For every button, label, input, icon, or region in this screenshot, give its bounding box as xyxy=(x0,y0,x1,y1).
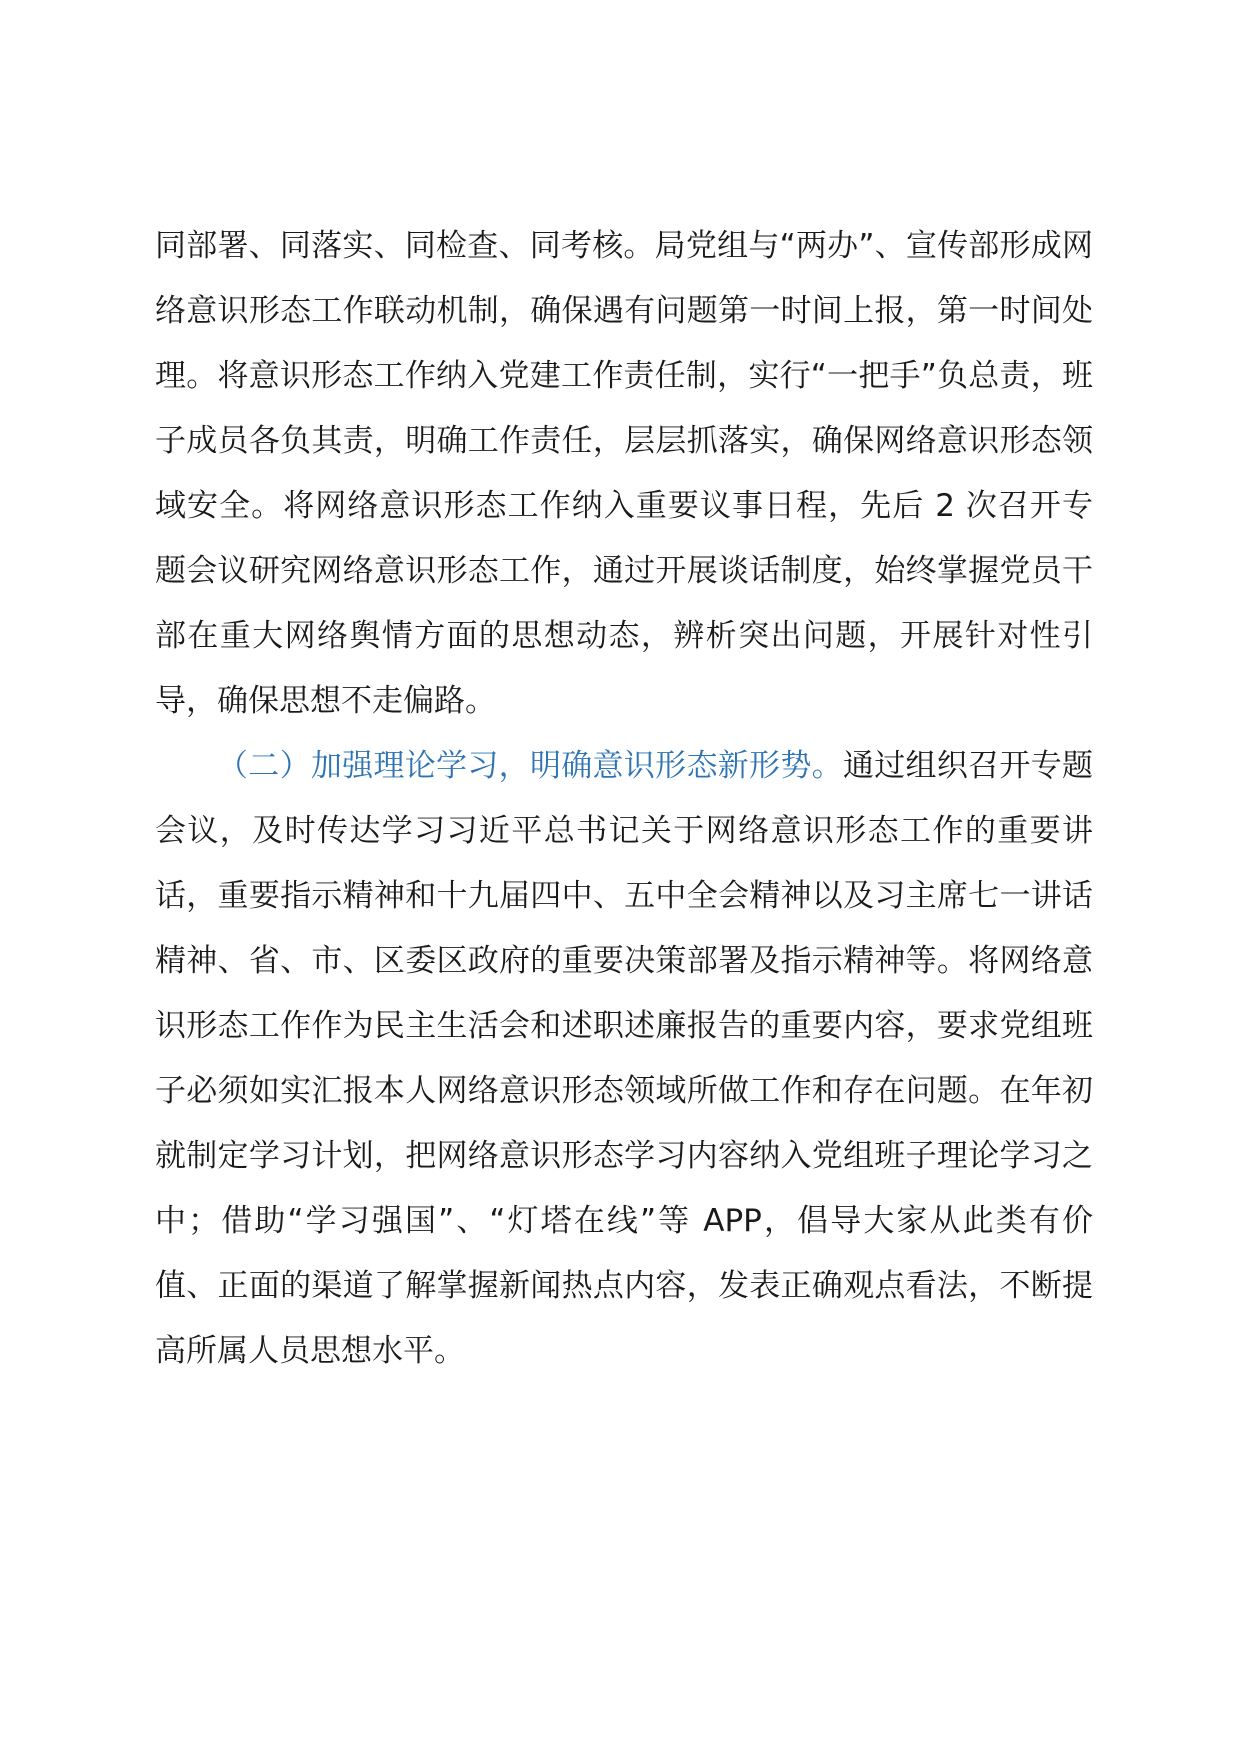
paragraph-1-text: 同部署、同落实、同检查、同考核。局党组与“两办”、宣传部形成网络意识形态工作联动机制，确保遇有问题第一时间上报，第一时间处理。将意识形态工作纳入党建工作责任制，实行“一把手”负总责，班子成员各负其责，明确工作责任，层层抓落实，确保网络意识形态领域安全。将网络意识形态工作纳入重要议事日程，先后 2 次召开专题会议研究网络意识形态工作，通过开展谈话制度，始终掌握党员干部在重大网络舆情方面的思想动态，辨析突出问题，开展针对性引导，确保思想不走偏路。 xyxy=(155,228,1093,719)
section-2-body: 通过组织召开专题会议，及时传达学习习近平总书记关于网络意识形态工作的重要讲话，重要指示精神和十九届四中、五中全会精神以及习主席七一讲话精神、省、市、区委区政府的重要决策部署及指示精神等。将网络意识形态工作作为民主生活会和述职述廉报告的重要内容，要求党组班子必须如实汇报本人网络意识形态领域所做工作和存在问题。在年初就制定学习计划，把网络意识形态学习内容纳入党组班子理论学习之中；借助“学习强国”、“灯塔在线”等 APP，倡导大家从此类有价值、正面的渠道了解掌握新闻热点内容，发表正确观点看法，不断提高所属人员思想水平。 xyxy=(155,748,1094,1369)
document-body xyxy=(155,214,1093,1384)
section-2-heading: （二）加强理论学习，明确意识形态新形势。 xyxy=(217,748,843,784)
paragraph-section-2 xyxy=(155,734,1093,1384)
paragraph-continued xyxy=(155,214,1093,734)
